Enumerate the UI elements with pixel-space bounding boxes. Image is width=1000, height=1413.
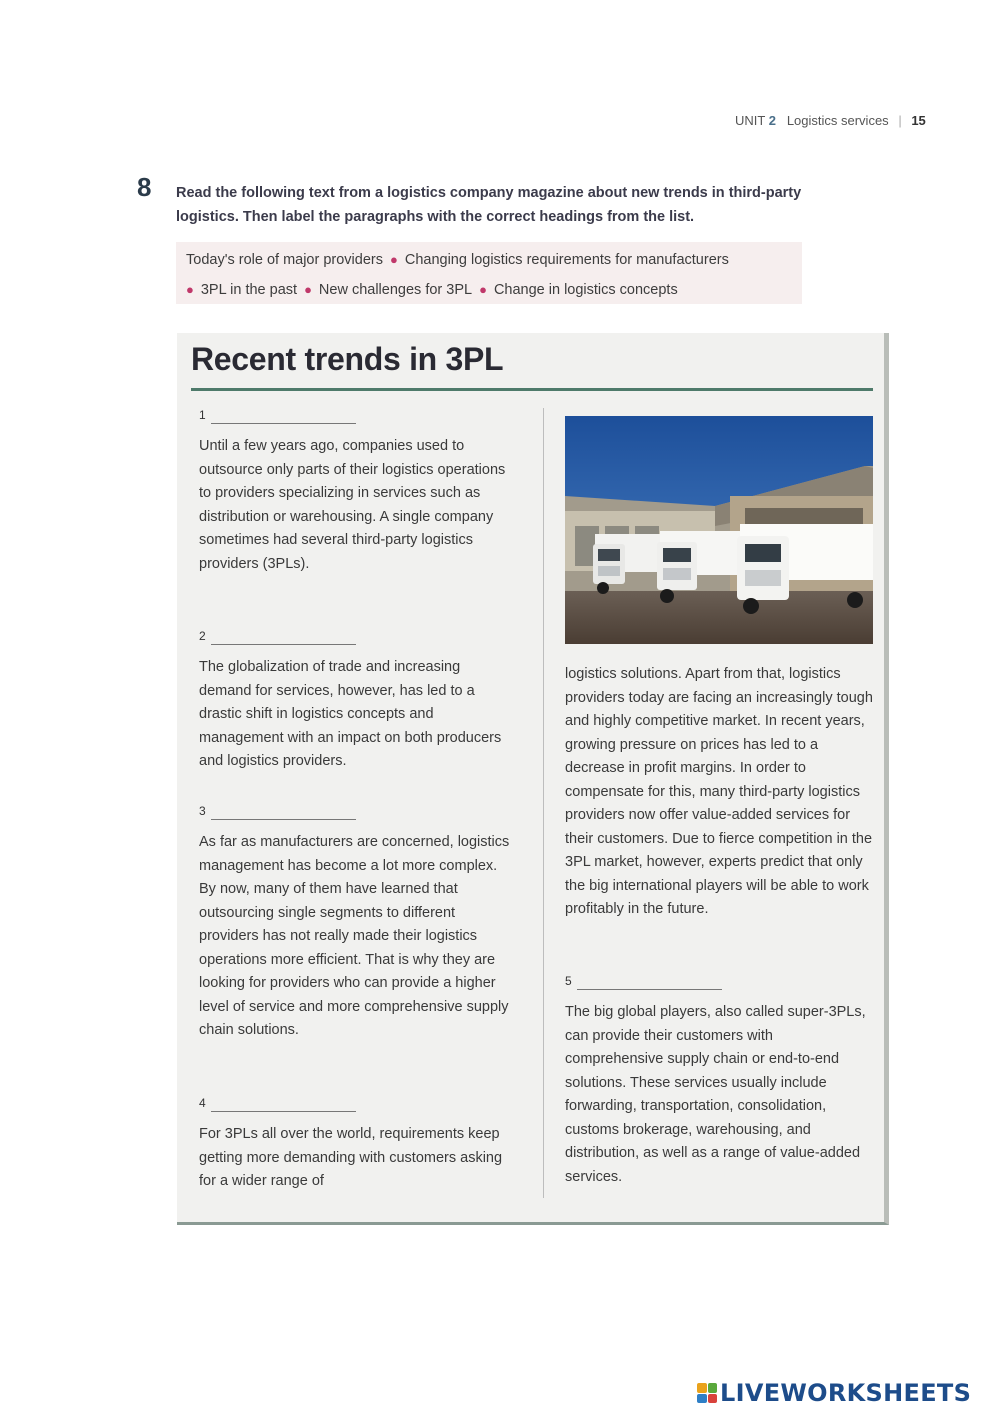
heading-answer-blank[interactable] [211,1111,356,1112]
bullet-icon: ● [304,282,312,297]
paragraph-text: logistics solutions. Apart from that, logistics providers today are facing an increasingly tough and highly competitive market. In recent years, growing pressure on prices has led to a decrease in profit margins. In order to compensate for this, many third-party logistics providers now offer value-added services for their customers. Due to fierce competition in the 3PL market, however, experts predict that only the big international players will be able to work profitably in the future. [565,666,873,917]
heading-option: Changing logistics requirements for manufacturers [404,252,729,268]
paragraph-label [199,628,514,648]
headings-row-2 [186,275,792,305]
unit-number: 2 [768,113,776,128]
logo-square [697,1383,707,1393]
paragraph-text: For 3PLs all over the world, requirements keep getting more demanding with customers asking for a wider range of [199,1126,503,1189]
paragraph-label [199,407,514,427]
trucks-illustration [565,416,873,644]
headings-row-1 [186,245,792,275]
page-number: 15 [911,113,926,128]
logo-square [708,1383,718,1393]
paragraph-number: 5 [565,973,572,988]
headings-list-box [176,242,802,304]
heading-answer-blank[interactable] [211,644,356,645]
title-rule [191,388,873,391]
task-number: 8 [137,172,152,202]
paragraph-text: The globalization of trade and increasing demand for services, however, has led to a drastic shift in logistics concepts and management with an impact on both producers and logistics providers. [199,659,502,769]
paragraph-number: 3 [199,803,206,818]
unit-label: UNIT [735,113,766,128]
paragraph-5 [565,973,875,1189]
heading-option: Change in logistics concepts [493,282,678,298]
trucks-photo [565,416,873,644]
paragraph-3 [199,803,514,1043]
article-panel [177,333,889,1225]
paragraph-number: 2 [199,628,206,643]
paragraph-text: As far as manufacturers are concerned, logistics management has become a lot more complex. By now, many of them have learned that outsourcing single segments to different providers has not really made their logistics operations more efficient. That is why they are looking for providers who can provide a higher level of service and more comprehensive supply chain solutions. [199,834,510,1038]
paragraph-1 [199,407,514,576]
paragraph-4-continued [565,663,875,922]
paragraph-2 [199,628,514,774]
paragraph-text: The big global players, also called super-3PLs, can provide their customers with comprehensive supply chain or end-to-end solutions. These services usually include forwarding, transportation, consolidation, customs brokerage, warehousing, and distribution, as well as a range of value-added services. [565,1004,866,1185]
paragraph-label [565,973,875,993]
heading-answer-blank[interactable] [577,989,722,990]
section-title: Logistics services [786,113,889,128]
paragraph-4 [199,1095,514,1194]
liveworksheets-watermark [697,1379,971,1407]
heading-option: Today's role of major providers [186,252,383,268]
heading-answer-blank[interactable] [211,819,356,820]
paragraph-number: 4 [199,1095,206,1110]
article-title: Recent trends in 3PL [191,341,504,377]
task-instruction: Read the following text from a logistics company magazine about new trends in third-party logistics. Then label the paragraphs with the correct headings from the list. [176,185,802,225]
logo-square [708,1394,718,1404]
logo-square [697,1394,707,1404]
paragraph-number: 1 [199,407,206,422]
paragraph-label [199,803,514,823]
heading-option: New challenges for 3PL [318,282,473,298]
heading-option: 3PL in the past [200,282,298,298]
liveworksheets-logo-icon [697,1383,717,1403]
running-head [735,113,926,128]
column-divider [543,408,544,1198]
paragraph-label [199,1095,514,1115]
header-divider: | [898,113,902,128]
bullet-icon: ● [390,252,398,267]
paragraph-text: Until a few years ago, companies used to outsource only parts of their logistics operations to providers specializing in services such as distribution or warehousing. A single company sometimes had several third-party logistics providers (3PLs). [199,438,506,572]
watermark-brand: LIVEWORKSHEETS [720,1379,972,1407]
heading-answer-blank[interactable] [211,423,356,424]
bullet-icon: ● [186,282,194,297]
bullet-icon: ● [479,282,487,297]
